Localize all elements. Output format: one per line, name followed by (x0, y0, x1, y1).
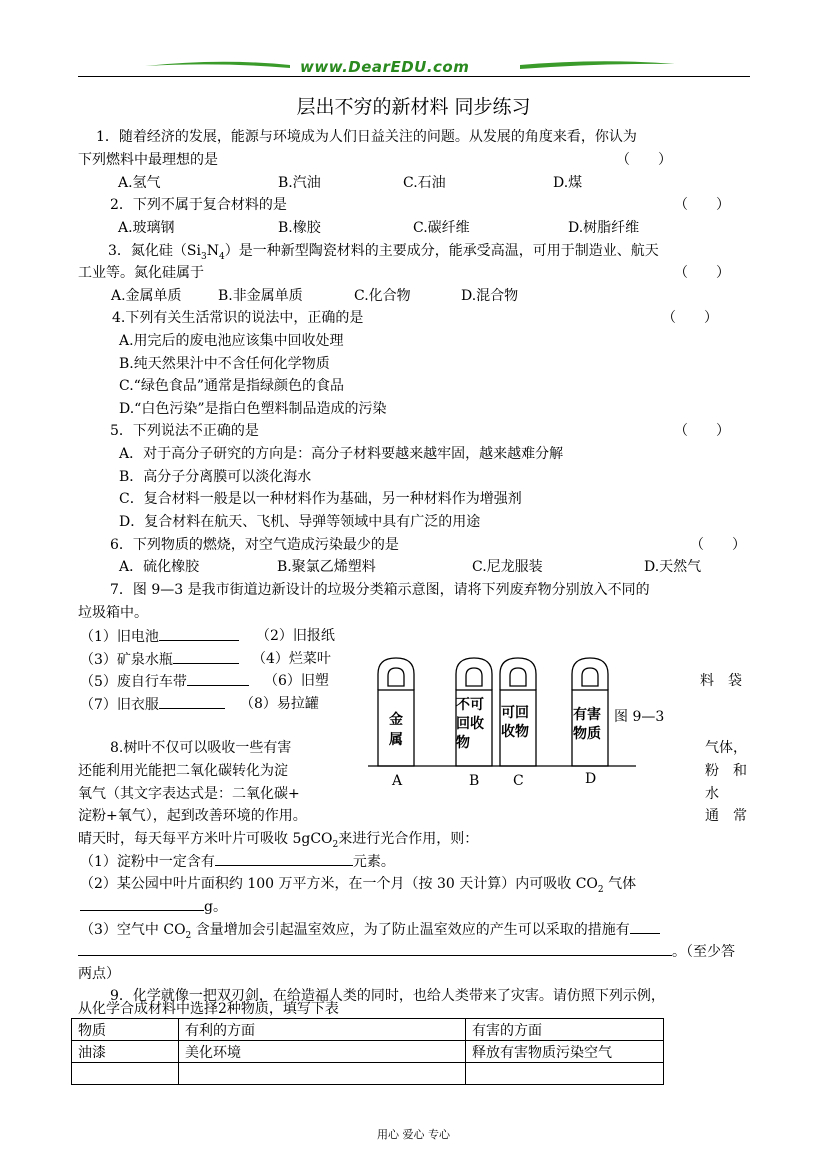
q8-part2-blank[interactable] (80, 895, 204, 911)
q6-option-b: B.聚氯乙烯塑料 (277, 559, 376, 575)
page-title: 层出不穷的新材料 同步练习 (296, 96, 531, 118)
q8-part3-post: 含量增加会引起温室效应，为了防止温室效应的产生可以采取的措施有 (191, 922, 630, 938)
q9-table (71, 1018, 664, 1085)
q9-stem-line2: 从化学合成材料中选择2种物质，填写下表 (78, 1001, 339, 1017)
q8-part2-post: 气体 (603, 876, 637, 892)
q8-line1: 8.树叶不仅可以吸收一些有害 (110, 740, 292, 756)
q1-answer-paren: （ ） (616, 152, 672, 168)
q8-part2-answer (80, 895, 227, 916)
q4-answer-paren: （ ） (662, 310, 718, 326)
q3-stem-line2: 工业等。氮化硅属于 (78, 265, 204, 281)
q4-stem: 4.下列有关生活常识的说法中，正确的是 (112, 310, 364, 326)
q7-item-4: （4）烂菜叶 (252, 651, 331, 667)
q1-option-d: D.煤 (553, 175, 583, 191)
q4-option-d: D.“白色污染”是指白色塑料制品造成的污染 (119, 401, 387, 417)
q1-option-c: C.石油 (403, 175, 446, 191)
bin-b-line3: 物 (456, 735, 470, 751)
q3-stem-line1 (108, 240, 659, 262)
q7-item-7-blank[interactable] (159, 693, 225, 709)
q2-stem: 2．下列不属于复合材料的是 (110, 197, 287, 213)
q8-line5-sub: 2 (332, 839, 339, 850)
q8-part3-cont (78, 940, 735, 961)
q1-stem-line1: 1．随着经济的发展，能源与环境成为人们日益关注的问题。从发展的角度来看，你认为 (96, 129, 637, 145)
q7-item-7 (80, 693, 225, 714)
q2-option-b: B.橡胶 (278, 220, 321, 236)
q5-stem: 5．下列说法不正确的是 (110, 423, 259, 439)
q3-answer-paren: （ ） (674, 265, 730, 281)
table-cell: 释放有害物质污染空气 (466, 1041, 664, 1063)
q8-line2: 还能利用光能把二氧化碳转化为淀 (78, 763, 288, 779)
bin-c-line1: 可回 (501, 705, 529, 721)
table-cell: 美化环境 (179, 1041, 466, 1063)
q8-part3 (80, 918, 660, 941)
bin-a-line1: 金 (389, 712, 403, 728)
q8-part3-sub: 2 (185, 930, 192, 941)
q7-item-3 (80, 648, 239, 669)
q2-option-a: A.玻璃钢 (118, 220, 175, 236)
q8-part3-blank-a[interactable] (630, 918, 660, 934)
table-header-cell: 有利的方面 (179, 1019, 466, 1041)
q8-part1-post: 元素。 (352, 854, 395, 870)
q8-line5-post: 来进行光合作用，则： (338, 831, 479, 847)
q6-option-c: C.尼龙服装 (472, 559, 543, 575)
q8-part1-pre: （1）淀粉中一定含有 (80, 854, 215, 870)
table-cell: 油漆 (72, 1041, 179, 1063)
q8-line3: 氧气（其文字表达式是：二氧化碳+ (78, 786, 300, 802)
q4-option-a: A.用完后的废电池应该集中回收处理 (119, 333, 344, 349)
q7-item-1-label: （1）旧电池 (80, 629, 159, 645)
q7-stem-line2: 垃圾箱中。 (78, 605, 148, 621)
q8-part3-tail: 。（至少答 (672, 944, 735, 960)
q9-stem-line1: 9．化学就像一把双刃剑，在给造福人类的同时，也给人类带来了灾害。请仿照下列示例， (110, 988, 665, 1004)
q3-sub-3: 3 (200, 251, 207, 262)
q1-option-a: A.氢气 (118, 175, 161, 191)
q2-option-d: D.树脂纤维 (568, 220, 640, 236)
bin-c-text (501, 704, 529, 742)
q7-item-2: （2）旧报纸 (256, 628, 335, 644)
q3-option-b: B.非金属单质 (218, 288, 303, 304)
q8-line2-right: 粉 和 (705, 763, 747, 779)
q3-option-d: D.混合物 (461, 288, 519, 304)
q8-line1-right: 气体， (705, 740, 747, 756)
bin-d-letter: D (585, 771, 597, 787)
q6-answer-paren: （ ） (690, 537, 746, 553)
bin-c-letter: C (513, 773, 524, 789)
q7-item-8: （8）易拉罐 (240, 696, 319, 712)
header-rule (78, 76, 750, 77)
q8-part2-pre: （2）某公园中叶片面积约 100 万平方米，在一个月（按 30 天计算）内可吸收 CO (80, 876, 598, 892)
q7-item-3-label: （3）矿泉水瓶 (80, 652, 173, 668)
q5-option-c: C．复合材料一般是以一种材料作为基础，另一种材料作为增强剂 (119, 491, 522, 507)
q8-line4: 淀粉+氧气），起到改善环境的作用。 (78, 808, 307, 824)
q7-item-7-label: （7）旧衣服 (80, 697, 159, 713)
table-cell[interactable] (72, 1063, 179, 1085)
q8-part3-end: 两点） (78, 966, 120, 982)
q5-option-b: B．高分子分离膜可以淡化海水 (119, 469, 312, 485)
q4-option-b: B.纯天然果汁中不含任何化学物质 (119, 356, 330, 372)
bin-a-letter: A (392, 773, 403, 789)
q8-line5-pre: 晴天时，每天每平方米叶片可吸收 5gCO (78, 831, 333, 847)
q7-item-5 (80, 670, 249, 691)
bin-b-line2: 回收 (456, 716, 484, 732)
q8-part2-unit: g。 (204, 899, 227, 915)
bin-d-line1: 有害 (573, 707, 601, 723)
q3-option-c: C.化合物 (354, 288, 411, 304)
bin-b-text (456, 696, 484, 753)
q3-option-a: A.金属单质 (111, 288, 182, 304)
header-brand: www.DearEDU.com (300, 58, 470, 76)
bin-d-text (573, 706, 601, 744)
table-cell[interactable] (179, 1063, 466, 1085)
q4-option-c: C.“绿色食品”通常是指绿颜色的食品 (119, 378, 344, 394)
bin-b-line1: 不可 (456, 697, 484, 713)
bin-c-line2: 收物 (501, 724, 529, 740)
q3-n: N (206, 243, 219, 259)
q8-part2 (80, 873, 636, 895)
table-row (72, 1063, 664, 1085)
q3-stem-post: ）是一种新型陶瓷材料的主要成分，能承受高温，可用于制造业、航天 (224, 243, 659, 259)
q8-line3-right: 水 (705, 786, 719, 802)
page-footer: 用心 爱心 专心 (377, 1128, 450, 1141)
q8-part1-blank[interactable] (215, 850, 353, 866)
q8-line5 (78, 828, 478, 850)
bin-a-text (384, 710, 408, 750)
q5-option-a: A．对于高分子研究的方向是：高分子材料要越来越牢固，越来越难分解 (119, 446, 564, 462)
bin-d-line2: 物质 (573, 726, 601, 742)
bin-a-line2: 属 (389, 732, 403, 748)
q7-item-3-blank[interactable] (173, 648, 239, 664)
q7-item-6-tail: 料 袋 (700, 673, 742, 689)
q3-stem-pre: 3．氮化硅（Si (108, 243, 201, 259)
q1-option-b: B.汽油 (278, 175, 321, 191)
table-cell[interactable] (466, 1063, 664, 1085)
q2-answer-paren: （ ） (674, 197, 730, 213)
q7-item-5-label: （5）废自行车带 (80, 674, 187, 690)
q8-line4-right: 通 常 (705, 808, 747, 824)
table-row (72, 1041, 664, 1063)
q8-part3-pre: （3）空气中 CO (80, 922, 186, 938)
q7-item-6: （6）旧塑 (264, 673, 329, 689)
q8-part1 (80, 850, 395, 871)
q5-option-d: D．复合材料在航天、飞机、导弹等领域中具有广泛的用途 (119, 514, 481, 530)
figure-caption: 图 9—3 (614, 709, 665, 725)
q6-stem: 6．下列物质的燃烧，对空气造成污染最少的是 (110, 537, 399, 553)
table-header-row (72, 1019, 664, 1041)
q3-sub-4: 4 (218, 251, 225, 262)
q8-part2-sub: 2 (597, 884, 604, 895)
q6-option-d: D.天然气 (644, 559, 702, 575)
q7-item-1-blank[interactable] (159, 625, 239, 641)
q1-stem-line2: 下列燃料中最理想的是 (78, 152, 218, 168)
q5-answer-paren: （ ） (674, 423, 730, 439)
q7-item-1 (80, 625, 239, 646)
q7-item-5-blank[interactable] (187, 670, 249, 686)
q8-part3-blank-b[interactable] (78, 940, 672, 956)
q7-stem-line1: 7．图 9—3 是我市街道边新设计的垃圾分类箱示意图，请将下列废弃物分别放入不同的 (110, 582, 650, 598)
table-header-cell: 物质 (72, 1019, 179, 1041)
q6-option-a: A．硫化橡胶 (119, 559, 200, 575)
table-header-cell: 有害的方面 (466, 1019, 664, 1041)
bin-b-letter: B (469, 773, 480, 789)
q2-option-c: C.碳纤维 (413, 220, 470, 236)
